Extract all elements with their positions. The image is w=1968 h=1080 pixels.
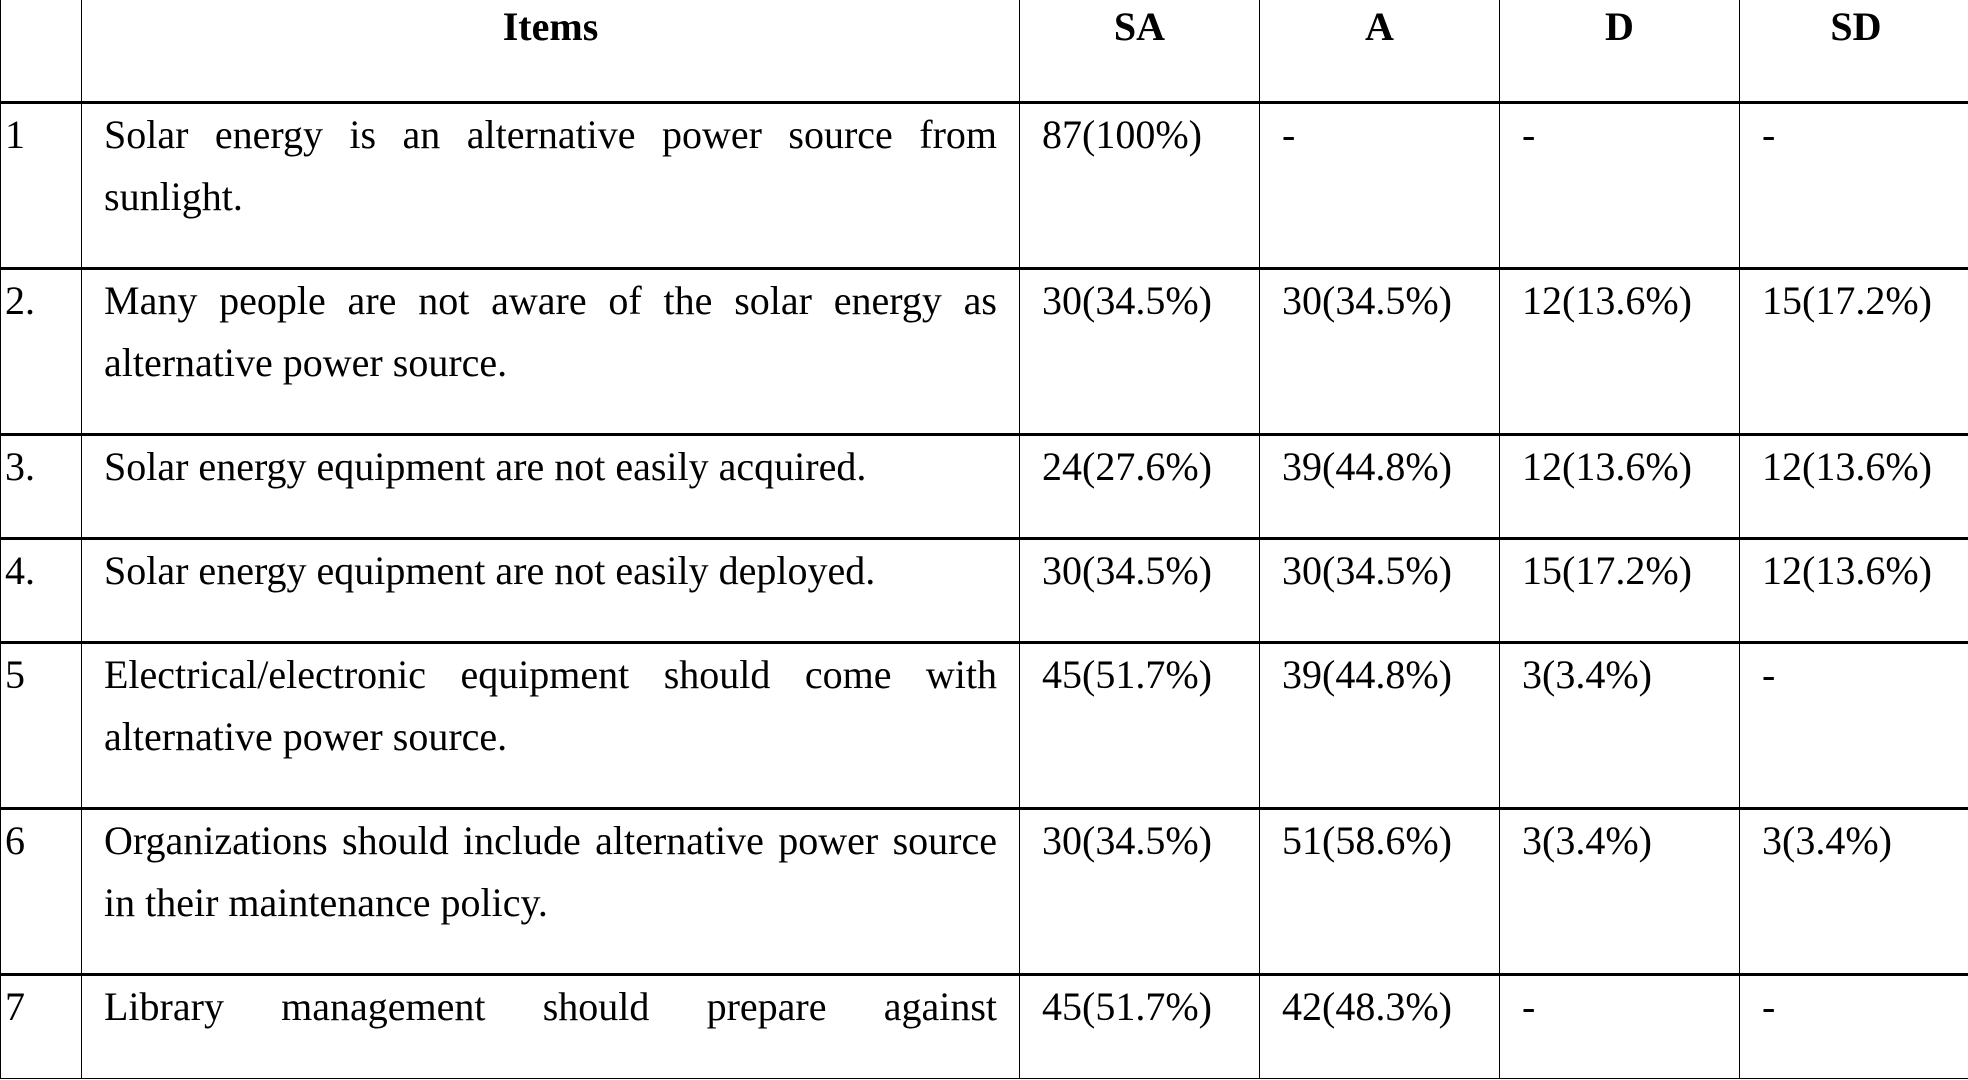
cell-d: 3(3.4%) — [1500, 643, 1740, 809]
table-header-row — [1, 0, 1968, 103]
table-row — [1, 643, 1968, 809]
header-agree: A — [1260, 0, 1500, 103]
cell-d: 12(13.6%) — [1500, 435, 1740, 539]
table-row — [1, 103, 1968, 269]
table-row — [1, 539, 1968, 643]
cell-a: 30(34.5%) — [1260, 539, 1500, 643]
table-row — [1, 435, 1968, 539]
row-number: 6 — [1, 809, 82, 975]
header-strongly-agree: SA — [1020, 0, 1260, 103]
cell-a: 42(48.3%) — [1260, 975, 1500, 1079]
cell-sa: 30(34.5%) — [1020, 539, 1260, 643]
cell-d: - — [1500, 975, 1740, 1079]
cell-sd: 12(13.6%) — [1740, 539, 1968, 643]
cell-d: 15(17.2%) — [1500, 539, 1740, 643]
row-item-text: Solar energy equipment are not easily deployed. — [82, 539, 1020, 643]
table-row — [1, 269, 1968, 435]
row-number: 4. — [1, 539, 82, 643]
row-number: 5 — [1, 643, 82, 809]
cell-sd: 12(13.6%) — [1740, 435, 1968, 539]
cell-sd: - — [1740, 975, 1968, 1079]
row-item-text: Electrical/electronic equipment should come with alternative power source. — [82, 643, 1020, 809]
header-disagree: D — [1500, 0, 1740, 103]
cell-a: - — [1260, 103, 1500, 269]
header-items: Items — [82, 0, 1020, 103]
row-number: 2. — [1, 269, 82, 435]
header-number — [1, 0, 82, 103]
cell-sa: 30(34.5%) — [1020, 269, 1260, 435]
cell-a: 39(44.8%) — [1260, 435, 1500, 539]
cell-sd: - — [1740, 643, 1968, 809]
cell-d: - — [1500, 103, 1740, 269]
cell-sd: 3(3.4%) — [1740, 809, 1968, 975]
row-item-text: Solar energy is an alternative power source from sunlight. — [82, 103, 1020, 269]
table-row — [1, 809, 1968, 975]
cell-d: 3(3.4%) — [1500, 809, 1740, 975]
cell-a: 51(58.6%) — [1260, 809, 1500, 975]
table-row — [1, 975, 1968, 1079]
cell-sa: 45(51.7%) — [1020, 643, 1260, 809]
cell-a: 39(44.8%) — [1260, 643, 1500, 809]
row-item-text: Library management should prepare against — [82, 975, 1020, 1079]
cell-sd: 15(17.2%) — [1740, 269, 1968, 435]
row-item-text: Solar energy equipment are not easily acquired. — [82, 435, 1020, 539]
cell-sa: 24(27.6%) — [1020, 435, 1260, 539]
cell-sa: 87(100%) — [1020, 103, 1260, 269]
cell-sd: - — [1740, 103, 1968, 269]
row-number: 7 — [1, 975, 82, 1079]
cell-sa: 30(34.5%) — [1020, 809, 1260, 975]
row-item-text: Organizations should include alternative power source in their maintenance policy. — [82, 809, 1020, 975]
cell-d: 12(13.6%) — [1500, 269, 1740, 435]
cell-a: 30(34.5%) — [1260, 269, 1500, 435]
row-number: 1 — [1, 103, 82, 269]
header-strongly-disagree: SD — [1740, 0, 1968, 103]
cell-sa: 45(51.7%) — [1020, 975, 1260, 1079]
row-item-text: Many people are not aware of the solar energy as alternative power source. — [82, 269, 1020, 435]
row-number: 3. — [1, 435, 82, 539]
